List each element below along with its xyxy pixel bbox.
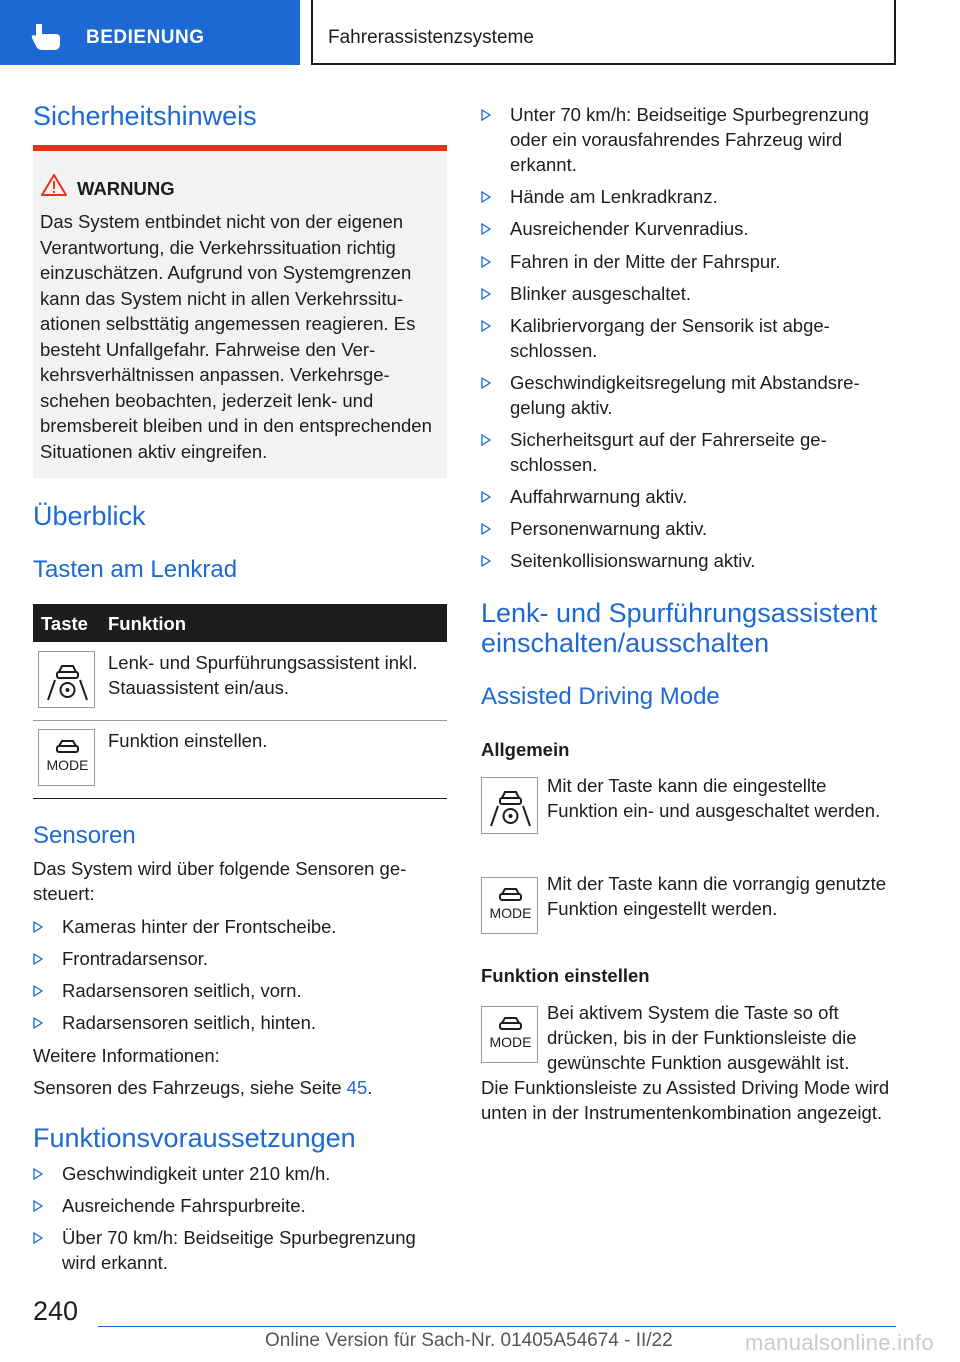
table-bottom-rule xyxy=(33,798,447,799)
see-also-text: Sensoren des Fahrzeugs, siehe Seite xyxy=(33,1077,342,1098)
list-item-text: Personenwarnung aktiv. xyxy=(510,518,708,539)
page-number: 240 xyxy=(33,1296,79,1326)
see-also: Sensoren des Fahrzeugs, siehe Seite 45. xyxy=(33,1077,373,1098)
section-tab xyxy=(0,0,300,65)
breadcrumb-label: Fahrerassistenzsysteme xyxy=(328,27,534,48)
breadcrumb xyxy=(311,0,896,65)
list-item-text: Ausreichende Fahrspurbreite. xyxy=(62,1195,306,1216)
warning-triangle-icon xyxy=(41,173,67,197)
lane-assist-steering-icon xyxy=(481,777,538,834)
mode-icon-label: MODE xyxy=(489,905,532,921)
page-link[interactable]: 45 xyxy=(346,1077,368,1098)
list-item-text: Auffahrwarnung aktiv. xyxy=(510,486,688,507)
table-row-divider xyxy=(33,720,447,721)
warning-title: WARNUNG xyxy=(77,178,175,199)
overview-heading: Überblick xyxy=(33,501,146,531)
footer-rule xyxy=(98,1326,896,1327)
bullet-triangle-icon xyxy=(481,288,491,300)
list-item-text: Radarsensoren seitlich, hinten. xyxy=(62,1012,317,1033)
table-row-1-text: Lenk- und Spurführungsassistent inkl. Stauassistent ein/aus. xyxy=(108,652,418,698)
mode-icon-label: MODE xyxy=(46,757,89,773)
mode-icon-label: MODE xyxy=(489,1034,532,1050)
bullet-triangle-icon xyxy=(33,953,43,965)
bullet-triangle-icon xyxy=(481,555,491,567)
list-item-text: Ausreichender Kurvenradius. xyxy=(510,218,749,239)
col-header-key: Taste xyxy=(41,613,88,634)
setup-heading: Funktion einstellen xyxy=(481,965,650,986)
list-item-text: Kalibriervorgang der Sensorik ist abgeschlossen. xyxy=(510,315,830,361)
bullet-triangle-icon xyxy=(481,191,491,203)
online-version-text: Online Version für Sach-Nr. 01405A54674 - II/22 xyxy=(265,1330,673,1351)
lane-assist-steering-icon xyxy=(38,651,95,708)
section-title: BEDIENUNG xyxy=(86,27,205,48)
bullet-triangle-icon xyxy=(481,491,491,503)
bullet-triangle-icon xyxy=(33,1168,43,1180)
setup-item-text: Bei aktivem System die Taste so oft drücken, bis in der Funktionsleiste die gewünschte Funktion ausgewählt ist. xyxy=(547,1002,857,1073)
list-item-text: Geschwindigkeit unter 210 km/h. xyxy=(62,1163,331,1184)
list-item-text: Blinker ausgeschaltet. xyxy=(510,283,691,304)
sensors-heading: Sensoren xyxy=(33,822,136,849)
mode-button-icon xyxy=(481,877,538,934)
buttons-heading: Tasten am Lenkrad xyxy=(33,556,238,583)
bullet-triangle-icon xyxy=(33,1200,43,1212)
general-heading: Allgemein xyxy=(481,739,570,760)
table-header xyxy=(33,604,447,642)
list-item-text: Radarsensoren seitlich, vorn. xyxy=(62,980,302,1001)
list-item-text: Geschwindigkeitsregelung mit Abstandsregelung aktiv. xyxy=(510,372,860,418)
list-item-text: Unter 70 km/h: Beidseitige Spurbegrenzung oder ein vorausfahrendes Fahrzeug wird erkannt. xyxy=(510,104,869,175)
setup-note: Die Funktionsleiste zu Assisted Driving Mode wird unten in der Instrumentenkombination angezeigt. xyxy=(481,1077,890,1123)
col-header-function: Funktion xyxy=(108,613,187,634)
bullet-triangle-icon xyxy=(481,434,491,446)
hand-pointer-icon xyxy=(30,20,64,52)
list-item-text: Über 70 km/h: Beidseitige Spurbegrenzung wird erkannt. xyxy=(62,1227,416,1273)
bullet-triangle-icon xyxy=(481,320,491,332)
table-row-2-text: Funktion einstellen. xyxy=(108,730,268,751)
bullet-triangle-icon xyxy=(33,921,43,933)
list-item-text: Fahren in der Mitte der Fahrspur. xyxy=(510,251,781,272)
bullet-triangle-icon xyxy=(33,985,43,997)
warning-text: Das System entbindet nicht von der eigenen Verantwortung, die Verkehrssituation richtig einzuschätzen. Aufgrund von Systemgrenzen kann das System nicht in allen Verkehrssituationen selbsttätig angemessen reagieren. Es besteht Unfallgefahr. Fahrweise den Verkehrsverhältnissen anpassen. Verkehrsgeschehen beobachten, jederzeit lenk- und bremsbereit bleiben und in den entsprechenden Situationen aktiv eingreifen. xyxy=(40,211,432,462)
watermark: manualsonline.info xyxy=(745,1330,934,1355)
bullet-triangle-icon xyxy=(481,256,491,268)
bullet-triangle-icon xyxy=(33,1232,43,1244)
safety-heading: Sicherheitshinweis xyxy=(33,101,257,131)
requirements-heading: Funktionsvoraussetzungen xyxy=(33,1123,356,1153)
bullet-triangle-icon xyxy=(481,223,491,235)
sensors-intro: Das System wird über folgende Sensoren gesteuert: xyxy=(33,858,407,904)
general-item-2-text: Mit der Taste kann die vorrangig genutzte Funktion eingestellt werden. xyxy=(547,873,887,919)
bullet-triangle-icon xyxy=(481,109,491,121)
list-item-text: Seitenkollisionswarnung aktiv. xyxy=(510,550,756,571)
mode-button-icon xyxy=(481,1006,538,1063)
warning-box xyxy=(33,145,447,478)
more-info-label: Weitere Informationen: xyxy=(33,1045,220,1066)
list-item-text: Kameras hinter der Frontscheibe. xyxy=(62,916,337,937)
toggle-heading: Lenk- und Spurführungsassistent einschalten/ausschalten xyxy=(481,598,878,658)
bullet-triangle-icon xyxy=(481,523,491,535)
list-item-text: Frontradarsensor. xyxy=(62,948,209,969)
list-item-text: Hände am Lenkradkranz. xyxy=(510,186,718,207)
mode-button-icon xyxy=(38,729,95,786)
general-item-1-text: Mit der Taste kann die eingestellte Funktion ein- und ausgeschaltet werden. xyxy=(547,775,881,821)
list-item-text: Sicherheitsgurt auf der Fahrerseite geschlossen. xyxy=(510,429,827,475)
bullet-triangle-icon xyxy=(33,1017,43,1029)
adm-heading: Assisted Driving Mode xyxy=(481,683,720,710)
bullet-triangle-icon xyxy=(481,377,491,389)
